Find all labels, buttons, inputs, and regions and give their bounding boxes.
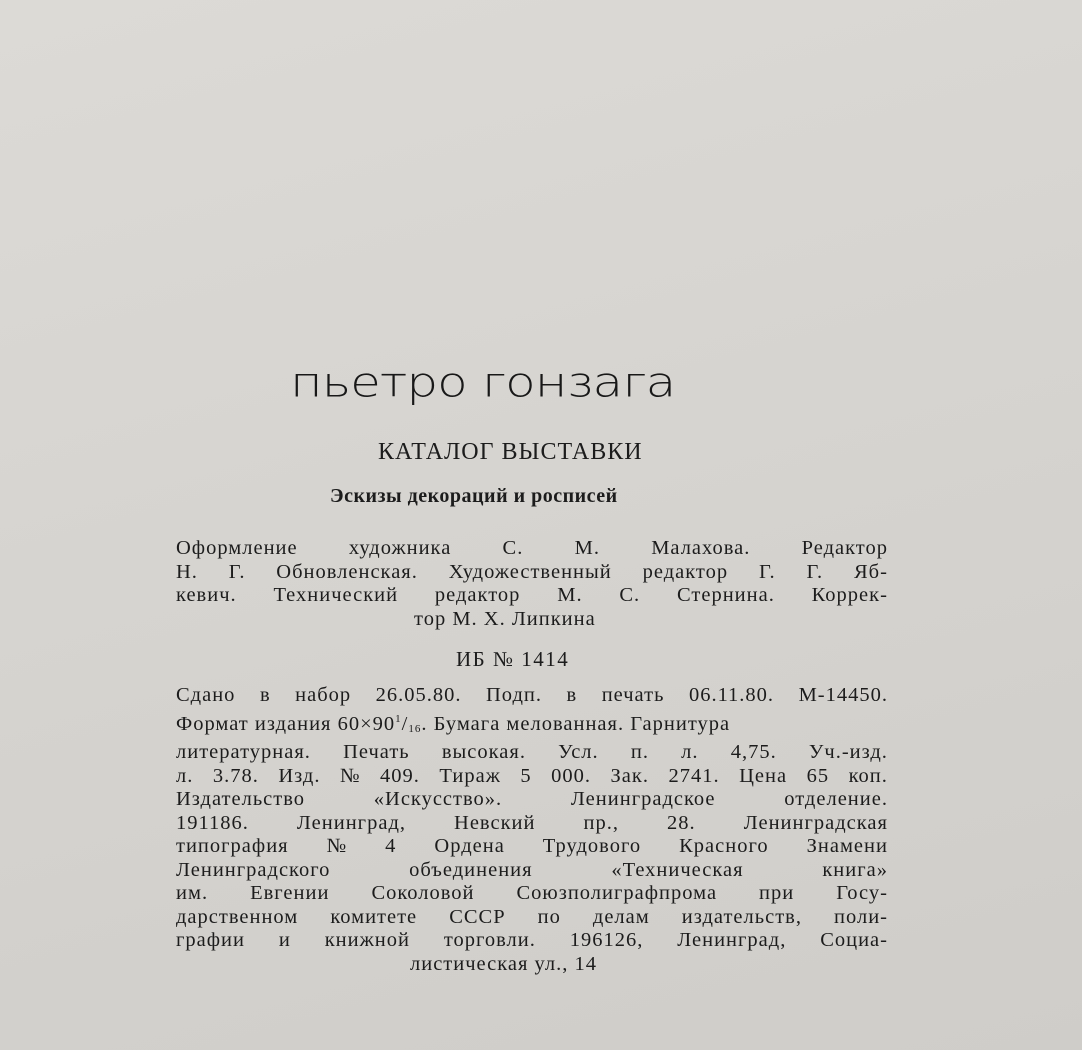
word: Ленинград, — [677, 929, 787, 951]
word: делам — [592, 905, 650, 928]
imprint-line — [176, 906, 888, 930]
word: редактор — [434, 584, 521, 606]
format-text — [176, 708, 730, 742]
imprint-line — [176, 741, 888, 765]
word: высокая. — [441, 741, 526, 763]
word: книга» — [822, 858, 888, 881]
word: поли- — [834, 905, 888, 928]
word: Ленинградского — [176, 858, 331, 881]
word: Художественный — [448, 560, 612, 583]
format-sub: 16 — [408, 722, 422, 735]
word: редактор — [642, 560, 729, 583]
imprint-line: листическая ул., 14 — [410, 952, 598, 975]
word: Г. — [806, 560, 824, 583]
imprint-line — [176, 812, 888, 836]
word: Ленинградское — [570, 788, 716, 810]
word: Зак. — [610, 764, 649, 787]
word: С. — [502, 537, 524, 559]
word: Стернина. — [676, 584, 775, 606]
word: Трудового — [542, 835, 642, 857]
word: коп. — [848, 764, 888, 787]
word: Обновленская. — [276, 560, 418, 583]
word: 2741. — [668, 764, 720, 787]
word: комитете — [330, 905, 418, 928]
word: СССР — [449, 905, 506, 928]
credits-line — [176, 537, 888, 561]
word: Яб- — [853, 560, 888, 583]
word: п. — [630, 741, 649, 763]
word: Тираж — [439, 764, 501, 787]
imprint-line — [176, 788, 888, 812]
imprint-line — [176, 882, 888, 906]
word: С. — [619, 584, 641, 606]
word: Цена — [739, 764, 788, 787]
word: набор — [295, 684, 352, 706]
word: Сдано — [176, 684, 236, 706]
imprint-line — [176, 835, 888, 859]
word: в — [566, 684, 578, 706]
word: Изд. — [278, 764, 321, 787]
word: 26.05.80. — [375, 684, 462, 706]
word: Красного — [679, 835, 769, 857]
word: литературная. — [176, 741, 311, 763]
word: дарственном — [176, 905, 299, 928]
word: Малахова. — [651, 537, 751, 559]
word: издательств, — [681, 905, 802, 928]
word: Оформление — [176, 537, 298, 559]
catalog-heading: Эскизы декораций и росписей — [330, 485, 618, 507]
word: объединения — [409, 858, 533, 881]
credits-line — [176, 584, 888, 608]
format-suffix: . Бумага мелованная. Гарнитура — [421, 712, 731, 735]
format-sup: 1 — [395, 712, 402, 725]
word: 3.78. — [212, 764, 259, 787]
word: 196126, — [569, 929, 644, 951]
word: Соколовой — [371, 882, 475, 904]
imprint-line — [176, 684, 888, 708]
word: Г. — [758, 560, 776, 583]
word: отделение. — [784, 788, 888, 810]
word: № — [326, 835, 348, 857]
word: Г. — [228, 560, 246, 583]
word: Издательство — [176, 788, 306, 810]
word: 4,75. — [730, 741, 777, 763]
word: 409. — [380, 764, 420, 787]
word: Н. — [176, 560, 198, 583]
word: печать — [601, 684, 665, 706]
word: л. — [681, 741, 699, 763]
word: № — [339, 764, 361, 787]
word: М. — [574, 537, 600, 559]
word: Уч.-изд. — [808, 741, 888, 763]
word: 28. — [667, 811, 696, 834]
word: Союзполиграфпрома — [516, 882, 718, 904]
word: кевич. — [176, 584, 237, 606]
imprint-line-format — [176, 708, 888, 742]
word: художника — [348, 537, 452, 559]
word: 4 — [385, 835, 397, 857]
word: М. — [557, 584, 583, 606]
imprint-line — [176, 765, 888, 789]
word: 191186. — [176, 811, 249, 834]
word: Печать — [343, 741, 410, 763]
word: по — [537, 905, 561, 928]
word: пр., — [583, 811, 620, 834]
word: Невский — [454, 811, 536, 834]
word: им. — [176, 882, 209, 904]
word: 06.11.80. — [688, 684, 775, 706]
word: Усл. — [558, 741, 599, 763]
word: Ленинградская — [743, 811, 888, 834]
word: Коррек- — [811, 584, 888, 606]
imprint-line — [176, 929, 888, 953]
word: Евгении — [250, 882, 330, 904]
word: 65 — [806, 764, 830, 787]
book-title: пьетро гонзага — [290, 358, 676, 407]
word: Технический — [273, 584, 399, 606]
word: «Техническая — [611, 858, 744, 881]
word: Госу- — [836, 882, 888, 904]
word: Ленинград, — [296, 811, 406, 834]
word: Ордена — [434, 835, 505, 857]
format-prefix: Формат издания 60×90 — [176, 712, 396, 735]
word: «Искусство». — [373, 788, 503, 810]
word: книжной — [324, 929, 410, 951]
word: торговли. — [443, 929, 536, 951]
word: Подп. — [486, 684, 542, 706]
credits-block — [176, 537, 888, 631]
word: Редактор — [801, 537, 888, 559]
credits-line — [176, 561, 888, 585]
format-slash: / — [401, 712, 409, 735]
word: графии — [176, 929, 245, 951]
imprint-line — [176, 859, 888, 883]
word: Социа- — [820, 929, 888, 951]
catalog-subtitle: КАТАЛОГ ВЫСТАВКИ — [378, 439, 643, 465]
word: и — [278, 929, 291, 951]
word: при — [759, 882, 795, 904]
word: л. — [176, 764, 194, 787]
word: М-14450. — [798, 684, 888, 706]
imprint-block — [176, 684, 888, 976]
word: в — [259, 684, 271, 706]
word: 5 — [520, 764, 532, 787]
ib-number: ИБ № 1414 — [456, 647, 570, 671]
word: 000. — [551, 764, 592, 787]
word: Знамени — [806, 835, 888, 857]
credits-line: тор М. Х. Липкина — [414, 607, 596, 630]
word: типография — [176, 835, 289, 857]
